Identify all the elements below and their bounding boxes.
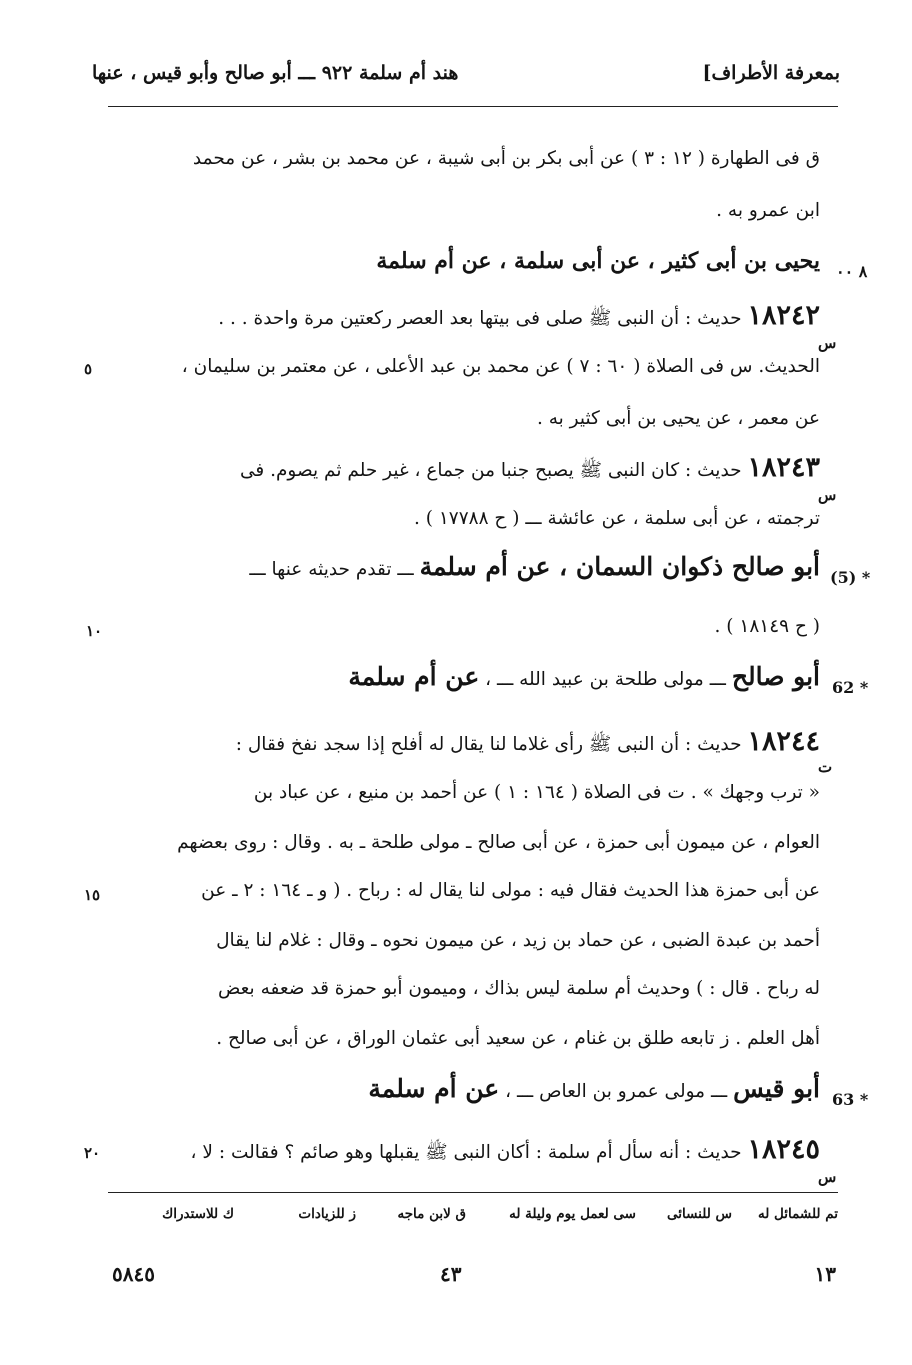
text-line-10: ( ح ١٨١٤٩ ) .: [714, 616, 820, 637]
text-line-2: ابن عمرو به .: [716, 200, 820, 221]
siglum-nasai: س: [818, 334, 837, 352]
siglum-tirmidhi: ت: [818, 758, 833, 776]
entry-marker-8: ٨ ٠٠: [836, 262, 868, 281]
hadith-number: ١٨٢٤٤: [747, 726, 820, 757]
text-line-5: الحديث. س فى الصلاة ( ٦٠ : ٧ ) عن محمد بن عبد الأعلى ، عن معتمر بن سليمان ،: [181, 356, 820, 377]
legend-ziyadat: ز للزيادات: [298, 1206, 356, 1222]
page-number: ٤٣: [440, 1262, 462, 1286]
narrator-heading-abu-salih: أبو صالح ـــ مولى طلحة بن عبيد الله ـــ ، عن أم سلمة: [348, 662, 820, 691]
hadith-text: حديث : أن النبى ﷺ صلى فى بيتها بعد العصر ركعتين مرة واحدة . . .: [218, 308, 742, 329]
margin-line-number-20: ٢٠: [84, 1144, 101, 1162]
siglum-nasai: س: [818, 486, 837, 504]
text-line-15: عن أبى حمزة هذا الحديث فقال فيه : مولى لنا يقال له : رباح . ( و ـ ١٦٤ : ٢ ـ عن: [201, 880, 820, 901]
narrator-chain-heading: يحيى بن أبى كثير ، عن أبى سلمة ، عن أم سلمة: [376, 248, 820, 274]
legend-amal-yawm: سى لعمل يوم وليلة له: [509, 1206, 636, 1222]
narrator-heading-dhakwan: أبو صالح ذكوان السمان ، عن أم سلمة ـــ تقدم حديثه عنها ـــ: [249, 552, 820, 581]
volume-number: ١٣: [814, 1262, 836, 1286]
hadith-entry-18243: [240, 452, 820, 486]
hadith-text: حديث : أن النبى ﷺ رأى غلاما لنا يقال له أفلح إذا سجد نفخ فقال :: [235, 734, 742, 755]
header-book-title: بمعرفة الأطراف]: [702, 62, 840, 84]
entry-marker-63: 63 *: [832, 1090, 869, 1109]
entry-marker-5: (5) *: [830, 568, 871, 587]
cumulative-page-number: ٥٨٤٥: [112, 1262, 155, 1286]
margin-line-number-15: ١٥: [84, 886, 101, 904]
footer-rule: [108, 1192, 838, 1193]
legend-shamail: تم للشمائل له: [757, 1206, 838, 1222]
entry-marker-62: 62 *: [832, 678, 869, 697]
hadith-text: حديث : أنه سأل أم سلمة : أكان النبى ﷺ يقبلها وهو صائم ؟ فقالت : لا ،: [190, 1142, 742, 1163]
hadith-number: ١٨٢٤٥: [747, 1134, 820, 1165]
hadith-entry-18245: [191, 1134, 820, 1168]
text-line-1: ق فى الطهارة ( ١٢ : ٣ ) عن أبى بكر بن أبى شيبة ، عن محمد بن بشر ، عن محمد: [192, 148, 820, 169]
margin-line-number-5: ٥: [84, 360, 93, 378]
narrator-heading-abu-qays: أبو قيس ـــ مولى عمرو بن العاص ـــ ، عن أم سلمة: [368, 1074, 820, 1103]
legend-istidrak: ك للاستدراك: [162, 1206, 234, 1222]
text-line-13: « ترب وجهك » . ت فى الصلاة ( ١٦٤ : ١ ) عن أحمد بن منيع ، عن عباد بن: [253, 782, 820, 803]
header-rule: [108, 106, 838, 107]
hadith-number: ١٨٢٤٣: [747, 452, 820, 483]
hadith-entry-18242: [218, 300, 820, 334]
text-line-16: أحمد بن عبدة الضبى ، عن حماد بن زيد ، عن ميمون نحوه ـ وقال : غلام لنا يقال: [216, 930, 820, 951]
margin-line-number-10: ١٠: [86, 622, 103, 640]
text-line-6: عن معمر ، عن يحيى بن أبى كثير به .: [536, 408, 820, 429]
hadith-number: ١٨٢٤٢: [747, 300, 820, 331]
legend-ibn-majah: ق لابن ماجه: [397, 1206, 466, 1222]
text-line-8: ترجمته ، عن أبى سلمة ، عن عائشة ـــ ( ح ١٧٧٨٨ ) .: [413, 508, 820, 529]
hadith-text: حديث : كان النبى ﷺ يصبح جنبا من جماع ، غير حلم ثم يصوم. فى: [239, 460, 742, 481]
text-line-14: العوام ، عن ميمون أبى حمزة ، عن أبى صالح ـ مولى طلحة ـ به . وقال : روى بعضهم: [177, 832, 820, 853]
siglum-nasai: س: [818, 1168, 837, 1186]
text-line-18: أهل العلم . ز تابعه طلق بن غنام ، عن سعيد أبى عثمان الوراق ، عن أبى صالح .: [216, 1028, 820, 1049]
legend-nasai: س للنسائى: [666, 1206, 732, 1222]
text-line-17: له رباح . قال : ) وحديث أم سلمة ليس بذاك ، وميمون أبو حمزة قد ضعفه بعض: [217, 978, 820, 999]
hadith-entry-18244: [236, 726, 820, 760]
header-section-title: هند أم سلمة ٩٢٢ ـــ أبو صالح وأبو قيس ، عنها: [92, 62, 459, 84]
